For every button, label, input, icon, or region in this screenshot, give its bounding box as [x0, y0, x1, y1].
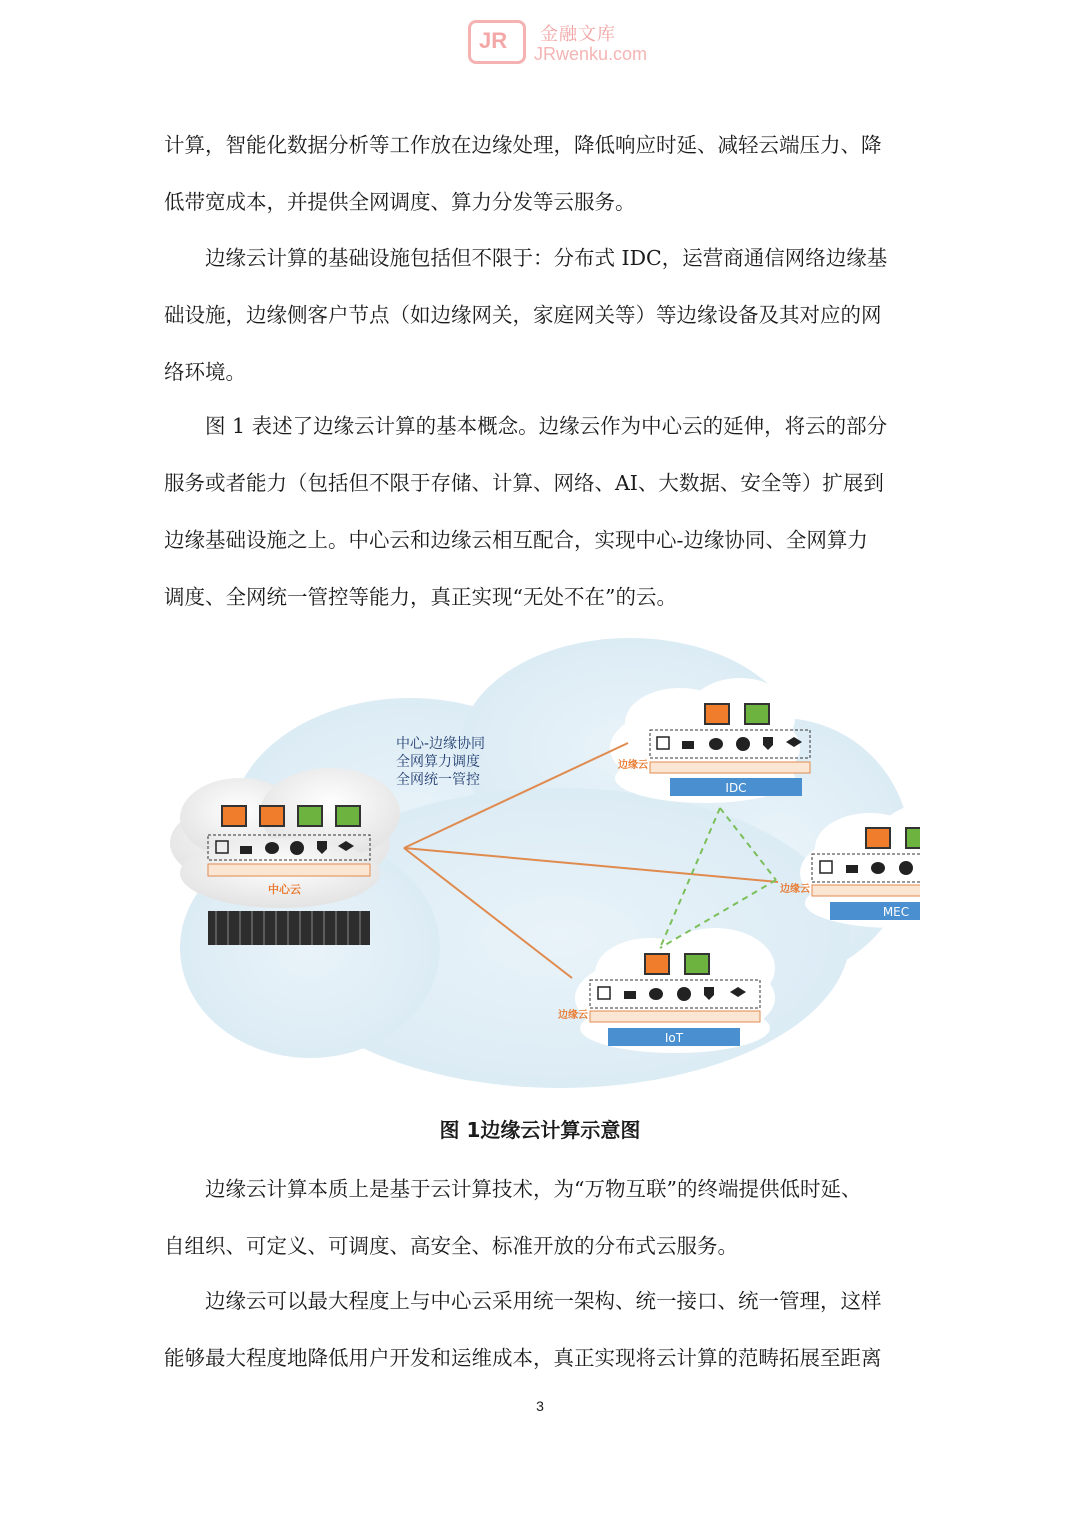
text-line: 能够最大程度地降低用户开发和运维成本，真正实现将云计算的范畴拓展至距离 [164, 1346, 882, 1370]
center-cloud-label: 中心云 [268, 883, 301, 896]
watermark-logo: JR [468, 20, 526, 64]
text-line: 边缘基础设施之上。中心云和边缘云相互配合，实现中心-边缘协同、全网算力 [164, 528, 868, 552]
iot-label: IoT [664, 1031, 684, 1045]
text-line: 图 1 表述了边缘云计算的基本概念。边缘云作为中心云的延伸，将云的部分 [164, 414, 888, 438]
figure-caption: 图 1边缘云计算示意图 [439, 1118, 641, 1142]
iot-edge-label: 边缘云 [558, 1010, 588, 1021]
paragraph-4 [164, 1161, 916, 1275]
text-line: 边缘云可以最大程度上与中心云采用统一架构、统一接口、统一管理，这样 [164, 1289, 882, 1313]
feature-scheduling: 全网算力调度 [396, 754, 480, 770]
feature-labels [396, 735, 485, 788]
text-line: 调度、全网统一管控等能力，真正实现“无处不在”的云。 [164, 585, 677, 609]
text-line: 础设施，边缘侧客户节点（如边缘网关，家庭网关等）等边缘设备及其对应的网 [164, 303, 882, 327]
feature-collaboration: 中心-边缘协同 [396, 736, 486, 752]
text-line: 边缘云计算的基础设施包括但不限于：分布式 IDC，运营商通信网络边缘基 [164, 246, 888, 270]
text-line: 计算，智能化数据分析等工作放在边缘处理，降低响应时延、减轻云端压力、降 [164, 133, 882, 157]
server-racks [208, 911, 370, 945]
feature-management: 全网统一管控 [396, 772, 480, 788]
text-line: 自组织、可定义、可调度、高安全、标准开放的分布式云服务。 [164, 1234, 738, 1258]
watermark-name-en: JRwenku.com [534, 44, 648, 64]
mec-edge-label: 边缘云 [780, 884, 810, 895]
paragraph-5 [164, 1273, 916, 1387]
edge-cloud-diagram [160, 628, 920, 1098]
paragraph-3 [164, 398, 916, 626]
text-line: 服务或者能力（包括但不限于存储、计算、网络、AI、大数据、安全等）扩展到 [164, 471, 884, 495]
text-line: 络环境。 [164, 360, 246, 384]
idc-label: IDC [725, 781, 747, 795]
watermark-name-cn: 金融文库 [540, 24, 616, 45]
paragraph-1 [164, 117, 916, 231]
text-line: 边缘云计算本质上是基于云计算技术，为“万物互联”的终端提供低时延、 [164, 1177, 862, 1201]
watermark [468, 16, 688, 68]
text-line: 低带宽成本，并提供全网调度、算力分发等云服务。 [164, 190, 636, 214]
paragraph-2 [164, 230, 916, 401]
idc-edge-label: 边缘云 [618, 760, 648, 771]
mec-label: MEC [882, 905, 910, 919]
page-number: 3 [536, 1398, 544, 1414]
